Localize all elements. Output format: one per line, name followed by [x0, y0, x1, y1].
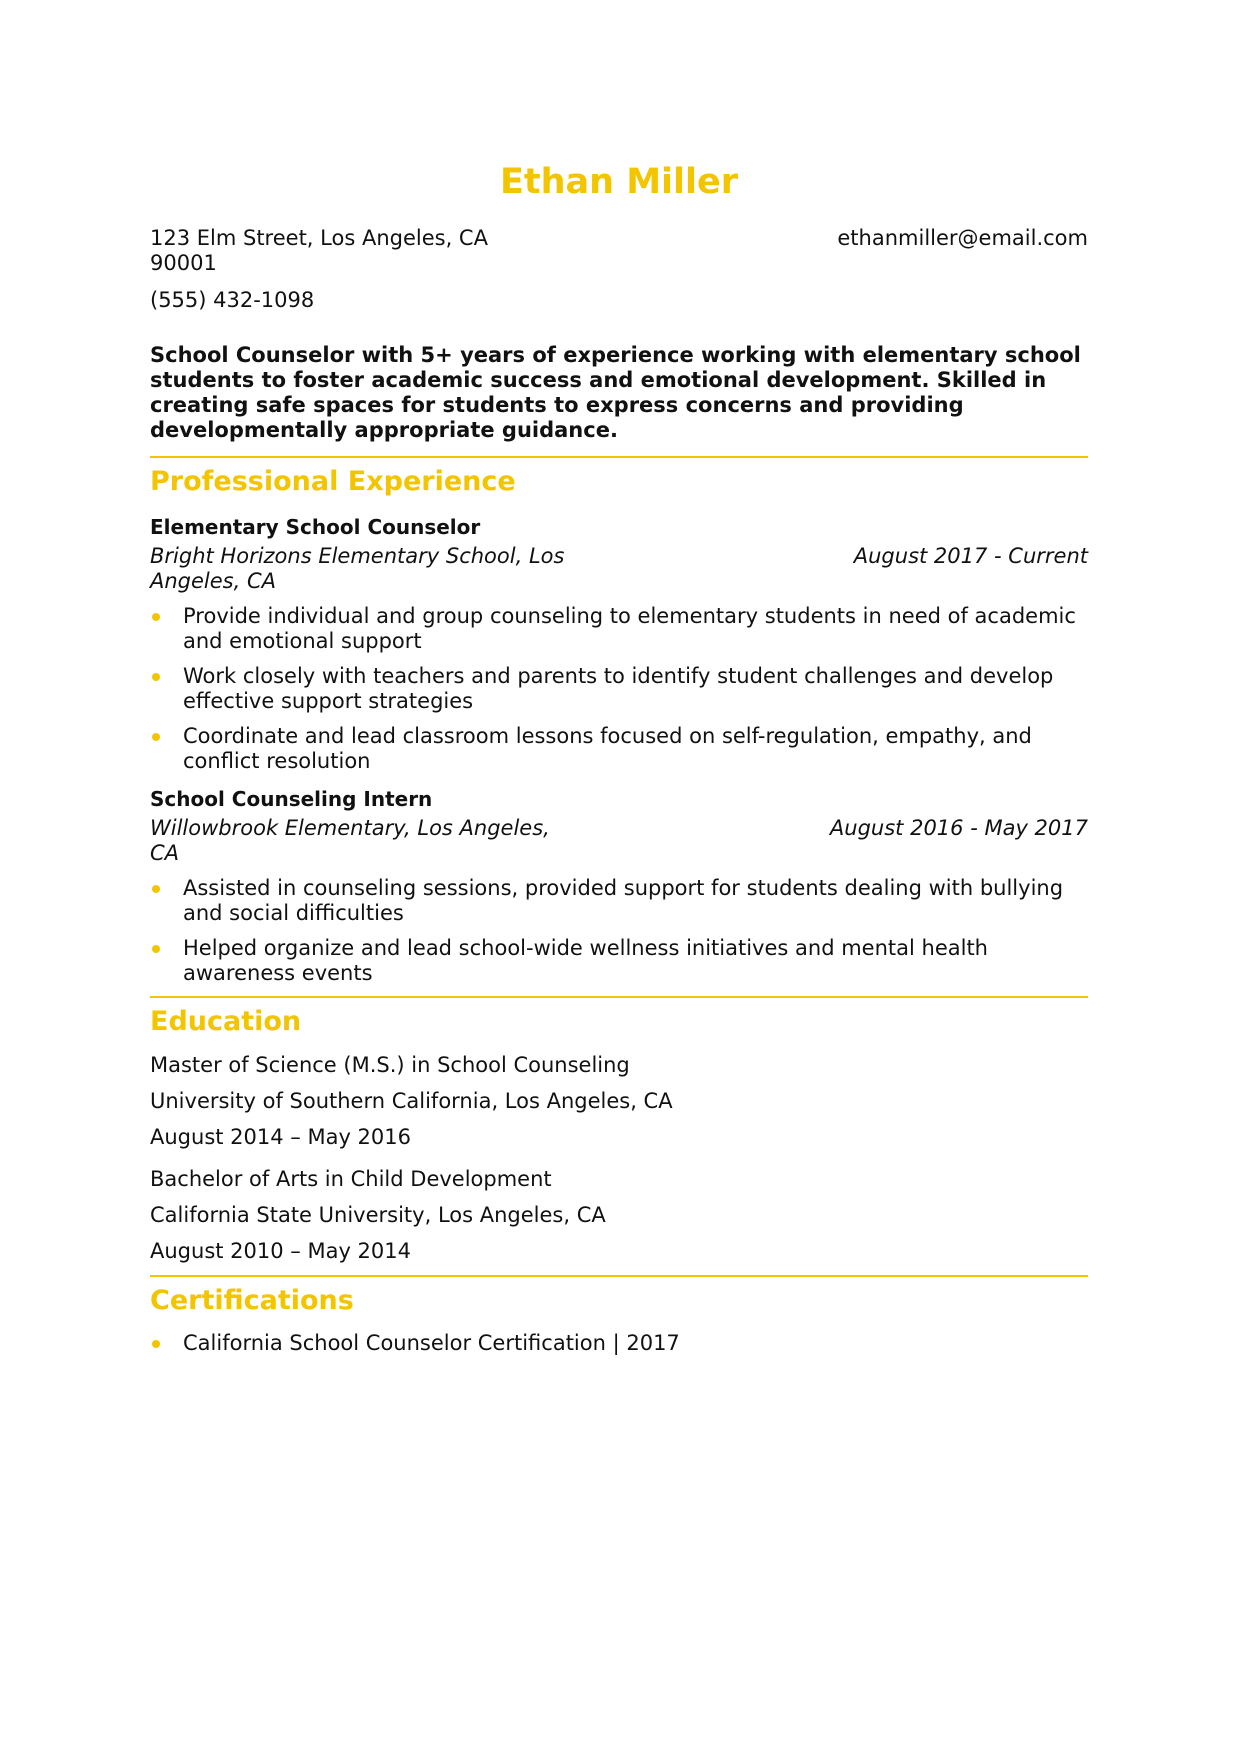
list-item: [150, 876, 1088, 926]
phone: (555) 432-1098: [150, 288, 315, 312]
bullet-icon: [152, 885, 160, 893]
resume-page: [150, 160, 1088, 1366]
contact-info: [150, 226, 1088, 313]
section-divider: [150, 996, 1088, 998]
email[interactable]: ethanmiller@email.com: [837, 226, 1088, 250]
education-dates: August 2014 – May 2016: [150, 1125, 411, 1149]
bullet-icon: [152, 673, 160, 681]
section-title-experience: Professional Experience: [150, 466, 516, 497]
job-dates: August 2016 - May 2017: [829, 816, 1088, 840]
candidate-name: Ethan Miller: [499, 162, 739, 202]
list-item: [150, 724, 1088, 774]
bullet-icon: [152, 945, 160, 953]
bullet-text: Assisted in counseling sessions, provided support for students dealing with bullying and social difficulties: [183, 876, 1064, 925]
education-dates: August 2010 – May 2014: [150, 1239, 411, 1263]
education-entry: [150, 1167, 1088, 1264]
list-item: [150, 604, 1088, 654]
bullet-icon: [152, 613, 160, 621]
bullet-text: Coordinate and lead classroom lessons focused on self-regulation, empathy, and conflict resolution: [183, 724, 1032, 773]
list-item: [150, 1331, 1088, 1356]
job-dates: August 2017 - Current: [853, 544, 1088, 568]
certification-list: [150, 1331, 1088, 1356]
job-title: School Counseling Intern: [150, 787, 433, 811]
education-school: University of Southern California, Los Angeles, CA: [150, 1089, 673, 1113]
job-entry: [150, 786, 1088, 986]
section-title-certifications: Certifications: [150, 1285, 354, 1316]
address: 123 Elm Street, Los Angeles, CA 90001: [150, 226, 488, 275]
certification-text: California School Counselor Certification | 2017: [183, 1331, 680, 1355]
list-item: [150, 664, 1088, 714]
section-divider: [150, 1275, 1088, 1277]
section-divider: [150, 456, 1088, 458]
education-degree: Master of Science (M.S.) in School Counseling: [150, 1053, 630, 1077]
bullet-text: Provide individual and group counseling to elementary students in need of academic and emotional support: [183, 604, 1076, 653]
job-meta: [150, 544, 1088, 594]
job-meta: [150, 816, 1088, 866]
education-degree: Bachelor of Arts in Child Development: [150, 1167, 552, 1191]
bullet-text: Helped organize and lead school-wide wellness initiatives and mental health awareness events: [183, 936, 988, 985]
job-bullets: [150, 876, 1088, 986]
bullet-icon: [152, 1340, 160, 1348]
job-entry: [150, 514, 1088, 774]
list-item: [150, 936, 1088, 986]
job-bullets: [150, 604, 1088, 774]
education-entry: [150, 1053, 1088, 1150]
job-place: Bright Horizons Elementary School, Los Angeles, CA: [150, 544, 565, 593]
bullet-text: Work closely with teachers and parents to identify student challenges and develop effective support strategies: [183, 664, 1054, 713]
bullet-icon: [152, 733, 160, 741]
education-school: California State University, Los Angeles, CA: [150, 1203, 606, 1227]
contact-row: [150, 226, 1088, 276]
section-title-education: Education: [150, 1006, 302, 1037]
job-title: Elementary School Counselor: [150, 515, 481, 539]
job-place: Willowbrook Elementary, Los Angeles, CA: [150, 816, 550, 865]
professional-summary: School Counselor with 5+ years of experience working with elementary school students to foster academic success and emotional development. Skilled in creating safe spaces for students to express concerns and providing developmentally appropriate guidance.: [150, 343, 1081, 442]
